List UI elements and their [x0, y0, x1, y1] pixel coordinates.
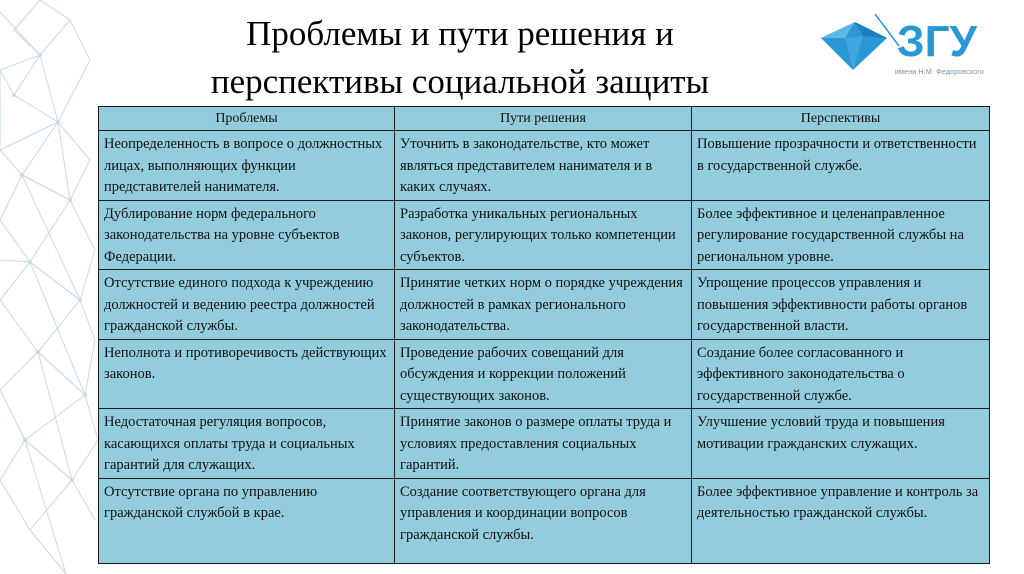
table-cell: Неопределенность в вопросе о должностных лицах, выполняющих функции представителей нанимателя. — [99, 131, 395, 201]
table-header-row — [99, 107, 990, 131]
table-row — [99, 131, 990, 201]
table-cell: Создание более согласованного и эффективного законодательства о государственной службе. — [692, 339, 990, 409]
problems-table — [98, 106, 990, 564]
table-cell: Создание соответствующего органа для управления и координации вопросов гражданской службы. — [395, 478, 692, 563]
logo-subtitle: имени Н.М. Федоровского — [895, 69, 984, 76]
university-logo — [815, 8, 1005, 88]
table-cell: Повышение прозрачности и ответственности в государственной службе. — [692, 131, 990, 201]
column-header-solutions: Пути решения — [395, 107, 692, 131]
table-cell: Разработка уникальных региональных законов, регулирующих только компетенции субъектов. — [395, 200, 692, 270]
table-cell: Принятие законов о размере оплаты труда и условиях предоставления социальных гарантий. — [395, 409, 692, 479]
table-cell: Отсутствие единого подхода к учреждению должностей и ведению реестра должностей гражданской службы. — [99, 270, 395, 340]
table-cell: Проведение рабочих совещаний для обсуждения и коррекции положений существующих законов. — [395, 339, 692, 409]
table-cell: Уточнить в законодательстве, кто может являться представителем нанимателя и в каких случаях. — [395, 131, 692, 201]
table-cell: Более эффективное управление и контроль за деятельностью гражданской службы. — [692, 478, 990, 563]
table-cell: Недостаточная регуляция вопросов, касающихся оплаты труда и социальных гарантий для служащих. — [99, 409, 395, 479]
table-cell: Улучшение условий труда и повышения мотивации гражданских служащих. — [692, 409, 990, 479]
table-row — [99, 409, 990, 479]
table-cell: Отсутствие органа по управлению гражданской службой в крае. — [99, 478, 395, 563]
table-cell: Упрощение процессов управления и повышения эффективности работы органов государственной власти. — [692, 270, 990, 340]
table-cell: Дублирование норм федерального законодательства на уровне субъектов Федерации. — [99, 200, 395, 270]
table-cell: Неполнота и противоречивость действующих законов. — [99, 339, 395, 409]
title-line-2: перспективы социальной защиты — [210, 62, 710, 101]
column-header-prospects: Перспективы — [692, 107, 990, 131]
column-header-problems: Проблемы — [99, 107, 395, 131]
diamond-logo-icon — [815, 8, 1005, 88]
table-cell: Более эффективное и целенаправленное регулирование государственной службы на региональном уровне. — [692, 200, 990, 270]
table-row — [99, 270, 990, 340]
table-cell: Принятие четких норм о порядке учреждения должностей в рамках регионального законодательства. — [395, 270, 692, 340]
table-row — [99, 339, 990, 409]
title-line-1: Проблемы и пути решения и — [246, 14, 674, 53]
table-row — [99, 200, 990, 270]
table-row — [99, 478, 990, 563]
background-network-decoration — [0, 0, 100, 574]
page-title — [150, 10, 770, 106]
logo-text: ЗГУ — [897, 17, 977, 66]
